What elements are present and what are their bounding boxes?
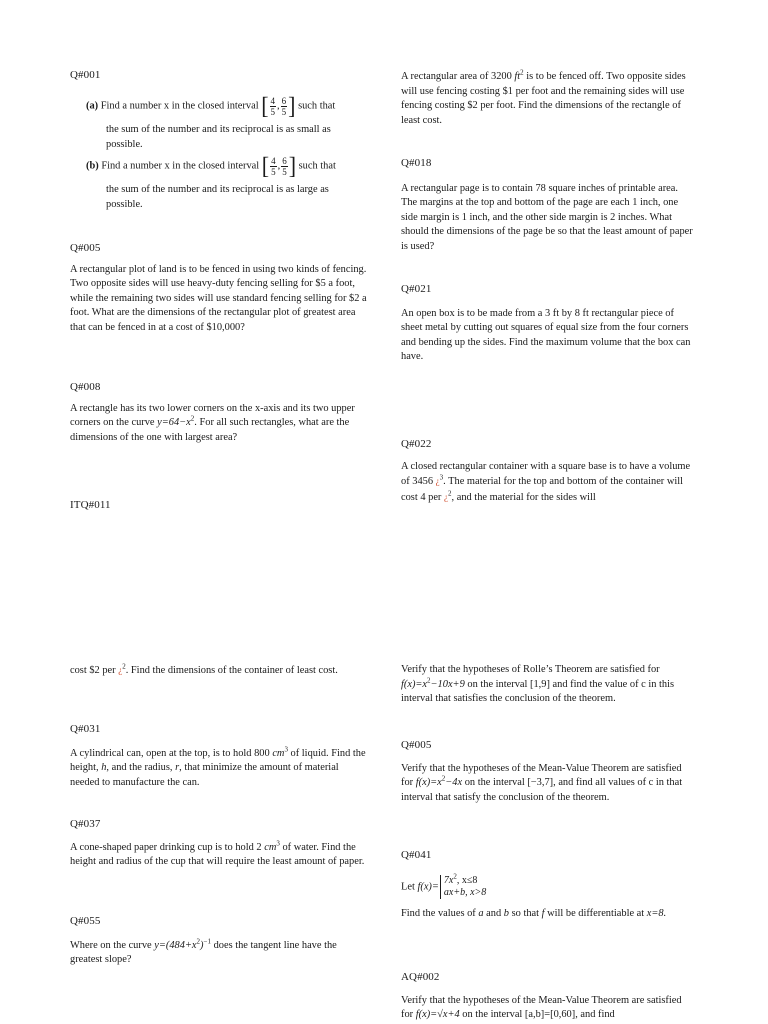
question-q041 (401, 848, 696, 921)
fraction: $\frac{4}{5}$ (271, 155, 276, 177)
part-a-continuation: the sum of the number and its reciprocal is as small as possible. (106, 124, 331, 150)
document-page-2 (0, 640, 768, 1024)
part-a: (a) Find a number x in the closed interval [ $\frac{4}{5}$ , $\frac{6}{5}$ ] such that (86, 91, 336, 120)
interval-bracket: [ (261, 151, 270, 180)
question-text: A rectangular area of 3200 $ft^2$ is to be fenced off. Two opposite sides will use fencing costing $1 per foot and the remaining sides will use fencing costing $2 per foot. Find the dimensions of the rectangle of least cost. (401, 68, 686, 126)
question-label: Q#055 (70, 915, 101, 927)
missing-unit-glyph: ¿ (435, 476, 440, 487)
question-itq011 (70, 498, 370, 513)
question-text: A rectangle has its two lower corners on the x-axis and its two upper corners on the curve $y=64-x^2$. For all such rectangles, what are the dimensions of the one with largest area? (70, 402, 355, 443)
question-text: Verify that the hypotheses of the Mean-Value Theorem are satisfied for $f(x)=x^2-4x$ on the interval [−3,7], and find all values of c in that interval that satisfy the conclusion of the theorem. (401, 762, 683, 803)
piecewise-definition: Let f(x)= $7x^2$, x≤8 ax+b, x>8 (401, 872, 487, 898)
interval-bracket: [ (261, 91, 269, 120)
question-text: cost $2 per ¿$^2$. Find the dimensions of the container of least cost. (70, 662, 338, 676)
part-text: Find a number x in the closed interval (101, 160, 260, 172)
question-q021 (401, 282, 696, 365)
question-text: Verify that the hypotheses of the Mean-Value Theorem are satisfied for f(x)=√x+4 on the interval [a,b]=[0,60], and find (401, 994, 682, 1021)
question-fence-area (401, 70, 696, 128)
missing-unit-glyph: ¿ (118, 665, 123, 675)
question-label: Q#005 (70, 242, 101, 254)
fraction: $\frac{6}{5}$ (282, 155, 287, 177)
part-tag: (b) (86, 160, 99, 172)
missing-unit-glyph: ¿ (444, 491, 449, 502)
part-text: Find a number x in the closed interval (100, 100, 259, 112)
piecewise-brace: $7x^2$, x≤8 ax+b, x>8 (440, 875, 486, 899)
question-text: A rectangular page is to contain 78 square inches of printable area. The margins at the top and bottom of the page are each 1 inch, one side margin is 1 inch, and the other side margin is 2 inches. What should the dimensions of the page be so that the least amount of paper is used? (401, 182, 693, 252)
question-rolle (401, 663, 696, 707)
fraction: $\frac{6}{5}$ (281, 95, 287, 117)
question-text: Find the values of a and b so that f will be differentiable at x=8. (401, 907, 667, 919)
question-label: Q#001 (70, 69, 101, 81)
question-q005 (70, 241, 370, 336)
question-text: A cylindrical can, open at the top, is to hold 800 $cm^3$ of liquid. Find the height, h, and the radius, r, that minimize the amount of material needed to manufacture the can. (70, 745, 366, 788)
interval-bracket: ] (288, 151, 297, 180)
question-label: ITQ#011 (70, 499, 111, 511)
question-label: Q#005 (401, 739, 432, 751)
fraction: $\frac{4}{5}$ (270, 95, 276, 117)
question-q037 (70, 817, 370, 870)
question-label: Q#008 (70, 381, 101, 393)
question-aq002 (401, 970, 696, 1023)
question-text: Where on the curve $y=(484+x^2)^{-1}$ does the tangent line have the greatest slope? (70, 937, 337, 966)
question-label: Q#031 (70, 723, 101, 735)
question-q005-mvt (401, 738, 696, 805)
part-text: such that (298, 100, 336, 112)
part-tag: (a) (86, 100, 99, 112)
part-text: such that (298, 160, 336, 172)
question-q022-continued (70, 663, 370, 679)
question-label: Q#018 (401, 157, 432, 169)
question-text: A cone-shaped paper drinking cup is to hold 2 $cm^3$ of water. Find the height and radius of the cup that will require the least amount of paper. (70, 839, 365, 868)
question-text: An open box is to be made from a 3 ft by 8 ft rectangular piece of sheet metal by cutting out squares of equal size from the four corners and bending up the sides. Find the maximum volume that the box can have. (401, 307, 691, 363)
question-text: Verify that the hypotheses of Rolle’s Theorem are satisfied for $f(x)=x^2-10x+9$ on the interval [1,9] and find the value of c in this interval that satisfies the conclusion of the theorem. (401, 664, 675, 705)
question-label: Q#021 (401, 283, 432, 295)
question-q055 (70, 914, 370, 968)
question-label: AQ#002 (401, 971, 440, 983)
question-label: Q#037 (70, 818, 101, 830)
question-text: A rectangular plot of land is to be fenced in using two kinds of fencing. Two opposite sides will use heavy-duty fencing selling for $5 a foot, while the remaining two sides will use standard fencing selling for $2 a foot. What are the dimensions of the rectangular plot of greatest area that can be fenced in at a cost of $10,000? (70, 263, 367, 333)
question-label: Q#022 (401, 438, 432, 450)
question-label: Q#041 (401, 849, 432, 861)
interval-bracket: ] (288, 91, 296, 120)
question-text: A closed rectangular container with a square base is to have a volume of 3456 ¿$^3$. The material for the top and bottom of the container will cost 4 per ¿$^2$, and the material for the sides will (401, 460, 691, 503)
question-q001 (70, 68, 370, 210)
question-q022 (401, 437, 696, 505)
question-q008 (70, 380, 370, 445)
curve-equation: y=64−x (157, 417, 191, 429)
question-q031 (70, 722, 370, 790)
part-b-continuation: the sum of the number and its reciprocal is as large as possible. (106, 184, 329, 210)
question-q018 (401, 156, 696, 255)
part-b: (b) Find a number x in the closed interval [ $\frac{4}{5}$ , $\frac{6}{5}$ ] such that (86, 151, 336, 180)
